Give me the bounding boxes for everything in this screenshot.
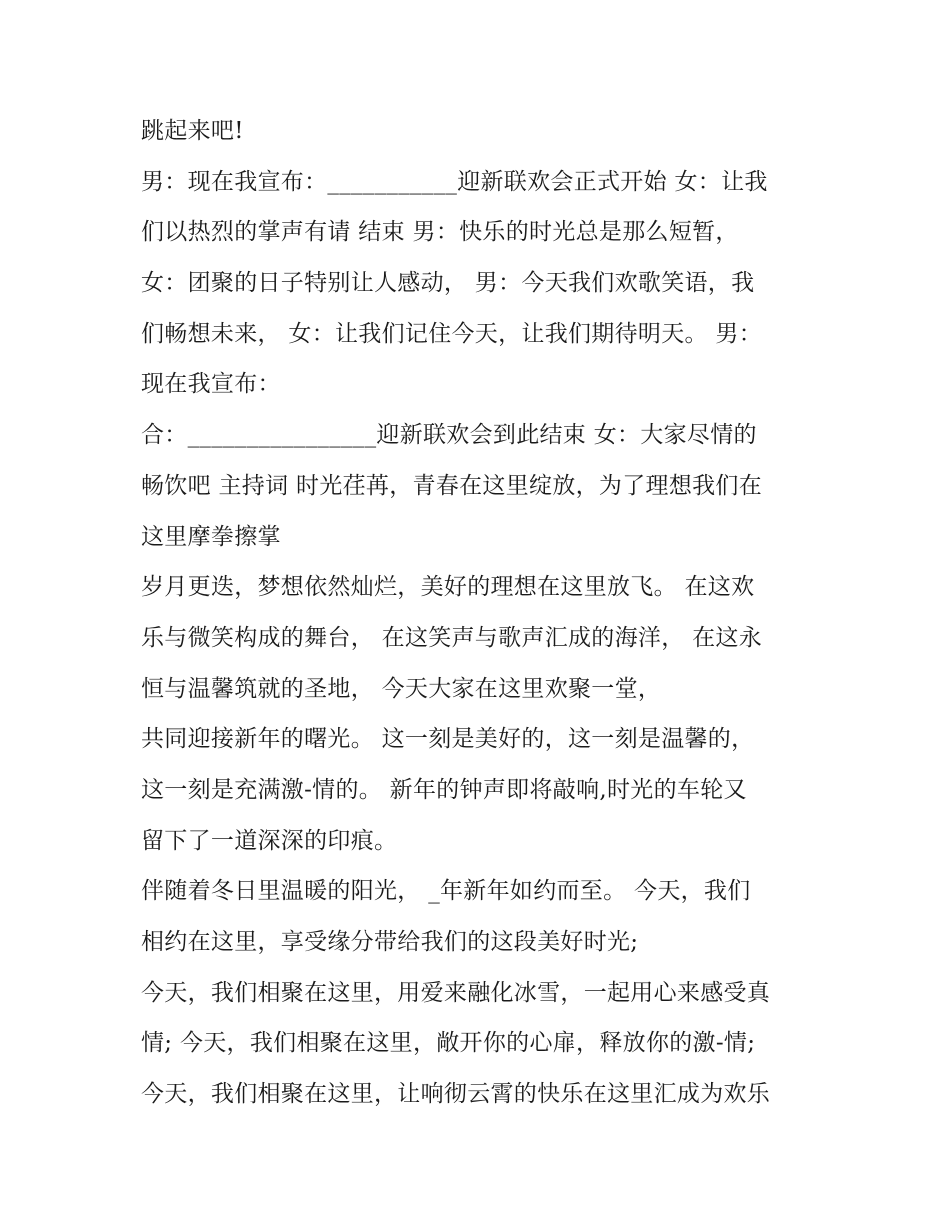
text-line: 乐与微笑构成的舞台， 在这笑声与歌声汇成的海洋， 在这永	[141, 624, 763, 651]
text-line: 女：团聚的日子特别让人感动， 男：今天我们欢歌笑语，我	[141, 270, 755, 297]
text-line: 合：________________迎新联欢会到此结束 女：大家尽情的	[141, 422, 757, 449]
text-line: 共同迎接新年的曙光。 这一刻是美好的，这一刻是温馨的，	[141, 726, 755, 753]
document-text-body	[141, 106, 821, 1120]
text-line: 这一刻是充满激-情的。 新年的钟声即将敲响,时光的车轮又	[141, 776, 747, 803]
text-line: 畅饮吧 主持词 时光荏苒，青春在这里绽放，为了理想我们在	[141, 472, 763, 499]
text-line: 留下了一道深深的印痕。	[141, 827, 398, 854]
text-line: 相约在这里，享受缘分带给我们的这段美好时光;	[141, 929, 639, 955]
text-line: 恒与温馨筑就的圣地， 今天大家在这里欢聚一堂，	[141, 675, 662, 702]
text-line: 今天，我们相聚在这里，让响彻云霄的快乐在这里汇成为欢乐	[141, 1081, 771, 1108]
text-line: 今天，我们相聚在这里，用爱来融化冰雪，一起用心来感受真	[141, 979, 771, 1006]
text-line: 们畅想未来， 女：让我们记住今天，让我们期待明天。 男：	[141, 320, 763, 347]
text-line: 现在我宣布：	[141, 371, 281, 398]
text-line: 情; 今天，我们相聚在这里，敞开你的心扉，释放你的激-情;	[141, 1030, 756, 1057]
text-line: 们以热烈的掌声有请 结束 男：快乐的时光总是那么短暂，	[141, 219, 739, 246]
text-line: 跳起来吧!	[141, 118, 244, 144]
text-line: 伴随着冬日里温暖的阳光， _年新年如约而至。 今天，我们	[141, 878, 751, 905]
text-line: 这里摩拳擦掌	[141, 523, 281, 550]
text-line: 岁月更迭，梦想依然灿烂，美好的理想在这里放飞。 在这欢	[141, 574, 755, 601]
text-line: 男：现在我宣布：___________迎新联欢会正式开始 女：让我	[141, 168, 768, 195]
